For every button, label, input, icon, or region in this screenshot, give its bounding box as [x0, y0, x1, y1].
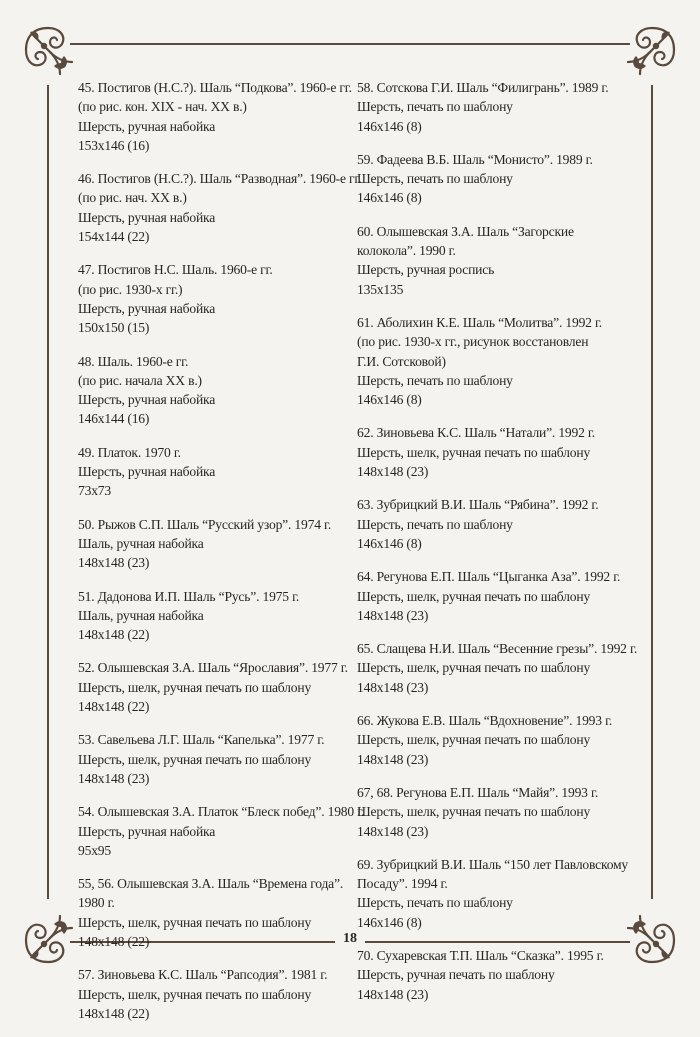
catalog-entry [78, 658, 348, 716]
entry-line: 148x148 (23) [357, 751, 429, 767]
entry-line: (по рис. кон. XIX - нач. XX в.) [78, 99, 247, 115]
entry-line: 49. Платок. 1970 г. [78, 444, 181, 460]
entry-line: 148x148 (23) [357, 607, 429, 623]
entry-line: 148x148 (22) [78, 699, 150, 715]
entry-line: 70. Сухаревская Т.П. Шаль “Сказка”. 1995 г. [357, 947, 604, 963]
entry-line: 73x73 [78, 483, 111, 499]
entry-line: 146x146 (8) [357, 392, 422, 408]
entry-line: 153x146 (16) [78, 137, 150, 153]
catalog-entry [357, 783, 622, 841]
entry-line: 52. Олышевская З.А. Шаль “Ярославия”. 1977 г. [78, 660, 348, 676]
entry-line: Шерсть, шелк, ручная печать по шаблону [78, 914, 312, 930]
entry-line: 148x148 (23) [78, 555, 150, 571]
entry-line: Шерсть, шелк, ручная печать по шаблону [357, 660, 591, 676]
frame-left-line [47, 85, 49, 899]
catalog-entry [78, 802, 365, 860]
entry-line: 95x95 [78, 842, 111, 858]
entry-line: 55, 56. Олышевская З.А. Шаль “Времена года”. [78, 876, 344, 892]
entry-line: 47. Постигов Н.С. Шаль. 1960-е гг. [78, 262, 273, 278]
corner-ornament-icon [624, 22, 680, 78]
entry-line: 57. Зиновьева К.С. Шаль “Рапсодия”. 1981 г. [78, 967, 328, 983]
entry-line: (по рис. 1930-х гг.) [78, 281, 183, 297]
entry-line: Шерсть, шелк, ручная печать по шаблону [78, 751, 312, 767]
catalog-entry [357, 150, 622, 208]
entry-line: Шерсть, ручная набойка [78, 464, 216, 480]
entry-line: Шерсть, печать по шаблону [357, 171, 513, 187]
entry-line: Шерсть, ручная набойка [78, 300, 216, 316]
entry-line: 146x146 (8) [357, 914, 422, 930]
entry-line: 62. Зиновьева К.С. Шаль “Натали”. 1992 г. [357, 425, 595, 441]
entry-line: Шерсть, печать по шаблону [357, 895, 513, 911]
entry-line: 148x148 (23) [357, 986, 429, 1002]
entry-line: (по рис. нач. XX в.) [78, 190, 187, 206]
right-column [357, 78, 638, 1018]
entry-line: 60. Олышевская З.А. Шаль “Загорские [357, 223, 574, 239]
entry-line: Шерсть, шелк, ручная печать по шаблону [357, 804, 591, 820]
entry-line: 50. Рыжов С.П. Шаль “Русский узор”. 1974 г. [78, 516, 332, 532]
entry-line: 64. Регунова Е.П. Шаль “Цыганка Аза”. 1992 г. [357, 569, 621, 585]
entry-line: 150x150 (15) [78, 320, 150, 336]
entry-line: Шерсть, ручная роспись [357, 262, 495, 278]
entry-line: (по рис. начала XX в.) [78, 372, 202, 388]
entry-line: 148x148 (22) [78, 933, 150, 949]
entry-line: 146x146 (8) [357, 118, 422, 134]
page-number [0, 931, 700, 947]
entry-line: 61. Аболихин К.Е. Шаль “Молитва”. 1992 г. [357, 314, 602, 330]
catalog-entry [357, 946, 622, 1004]
catalog-entry [357, 639, 638, 697]
entry-line: 54. Олышевская З.А. Платок “Блеск побед”. 1980 г. [78, 804, 365, 820]
entry-line: Г.И. Сотсковой) [357, 353, 446, 369]
catalog-entry [357, 222, 622, 299]
catalog-entry [357, 313, 622, 409]
entry-line: Шаль, ручная набойка [78, 607, 204, 623]
entry-line: 45. Постигов (Н.С.?). Шаль “Подкова”. 1960-е гг. [78, 80, 352, 95]
entry-line: 59. Фадеева В.Б. Шаль “Монисто”. 1989 г. [357, 151, 593, 167]
entry-line: Шерсть, печать по шаблону [357, 372, 513, 388]
entry-line: Шерсть, ручная набойка [78, 209, 216, 225]
entry-line: Шерсть, печать по шаблону [357, 516, 513, 532]
entry-line: колокола”. 1990 г. [357, 243, 456, 259]
entry-line: 148x148 (23) [357, 823, 429, 839]
entry-line: 146x146 (8) [357, 190, 422, 206]
entry-line: 148x148 (23) [357, 679, 429, 695]
entry-line: 51. Дадонова И.П. Шаль “Русь”. 1975 г. [78, 588, 300, 604]
catalog-entry [357, 495, 622, 553]
entry-line: 65. Слащева Н.И. Шаль “Весенние грезы”. 1992 г. [357, 641, 638, 657]
catalog-entry [78, 260, 340, 337]
entry-line: 58. Сотскова Г.И. Шаль “Филигрань”. 1989 г. [357, 80, 609, 95]
entry-line: 46. Постигов (Н.С.?). Шаль “Разводная”. 1960-е гг. [78, 171, 362, 187]
entry-line: 148x148 (23) [78, 770, 150, 786]
entry-line: Шерсть, ручная набойка [78, 118, 216, 134]
entry-line: Шерсть, шелк, ручная печать по шаблону [357, 444, 591, 460]
catalog-entry [357, 423, 622, 481]
catalog-entry [357, 78, 622, 136]
entry-line: 69. Зубрицкий В.И. Шаль “150 лет Павловскому [357, 856, 629, 872]
frame-top-line [70, 43, 630, 45]
entry-line: Посаду”. 1994 г. [357, 876, 448, 892]
entry-line: 66. Жукова Е.В. Шаль “Вдохновение”. 1993 г. [357, 713, 613, 729]
entry-line: 146x146 (8) [357, 535, 422, 551]
catalog-entry [78, 587, 340, 645]
frame-right-line [651, 85, 653, 899]
entry-line: 148x148 (22) [78, 627, 150, 643]
catalog-entry [357, 567, 622, 625]
entry-line: Шерсть, шелк, ручная печать по шаблону [357, 732, 591, 748]
catalog-entry [78, 78, 352, 155]
corner-ornament-icon [20, 22, 76, 78]
entry-line: 135x135 [357, 281, 404, 297]
entry-line: Шерсть, печать по шаблону [357, 99, 513, 115]
entry-line: (по рис. 1930-х гг., рисунок восстановлен [357, 334, 589, 350]
entry-line: 148x148 (22) [78, 1005, 150, 1021]
entry-line: Шерсть, шелк, ручная печать по шаблону [78, 986, 312, 1002]
entry-line: 53. Савельева Л.Г. Шаль “Капелька”. 1977 г. [78, 732, 325, 748]
entry-line: Шерсть, ручная набойка [78, 392, 216, 408]
catalog-entry [78, 169, 362, 246]
catalog-entry [78, 352, 340, 429]
catalog-entry [78, 515, 340, 573]
entry-line: 63. Зубрицкий В.И. Шаль “Рябина”. 1992 г. [357, 497, 599, 513]
entry-line: Шерсть, ручная печать по шаблону [357, 967, 555, 983]
entry-line: Шерсть, шелк, ручная печать по шаблону [357, 588, 591, 604]
entry-line: 67, 68. Регунова Е.П. Шаль “Майя”. 1993 г. [357, 784, 599, 800]
entry-line: 1980 г. [78, 895, 115, 911]
catalog-entry [357, 855, 629, 932]
catalog-entry [78, 730, 340, 788]
entry-line: Шаль, ручная набойка [78, 535, 204, 551]
page-number-text: 18 [335, 931, 365, 946]
entry-line: 48. Шаль. 1960-е гг. [78, 353, 189, 369]
entry-line: Шерсть, шелк, ручная печать по шаблону [78, 679, 312, 695]
entry-line: 148x148 (23) [357, 464, 429, 480]
catalog-entry [78, 965, 340, 1023]
entry-line: Шерсть, ручная набойка [78, 823, 216, 839]
entry-line: 146x144 (16) [78, 411, 150, 427]
catalog-entry [357, 711, 622, 769]
entry-line: 154x144 (22) [78, 229, 150, 245]
catalog-entry [78, 443, 340, 501]
